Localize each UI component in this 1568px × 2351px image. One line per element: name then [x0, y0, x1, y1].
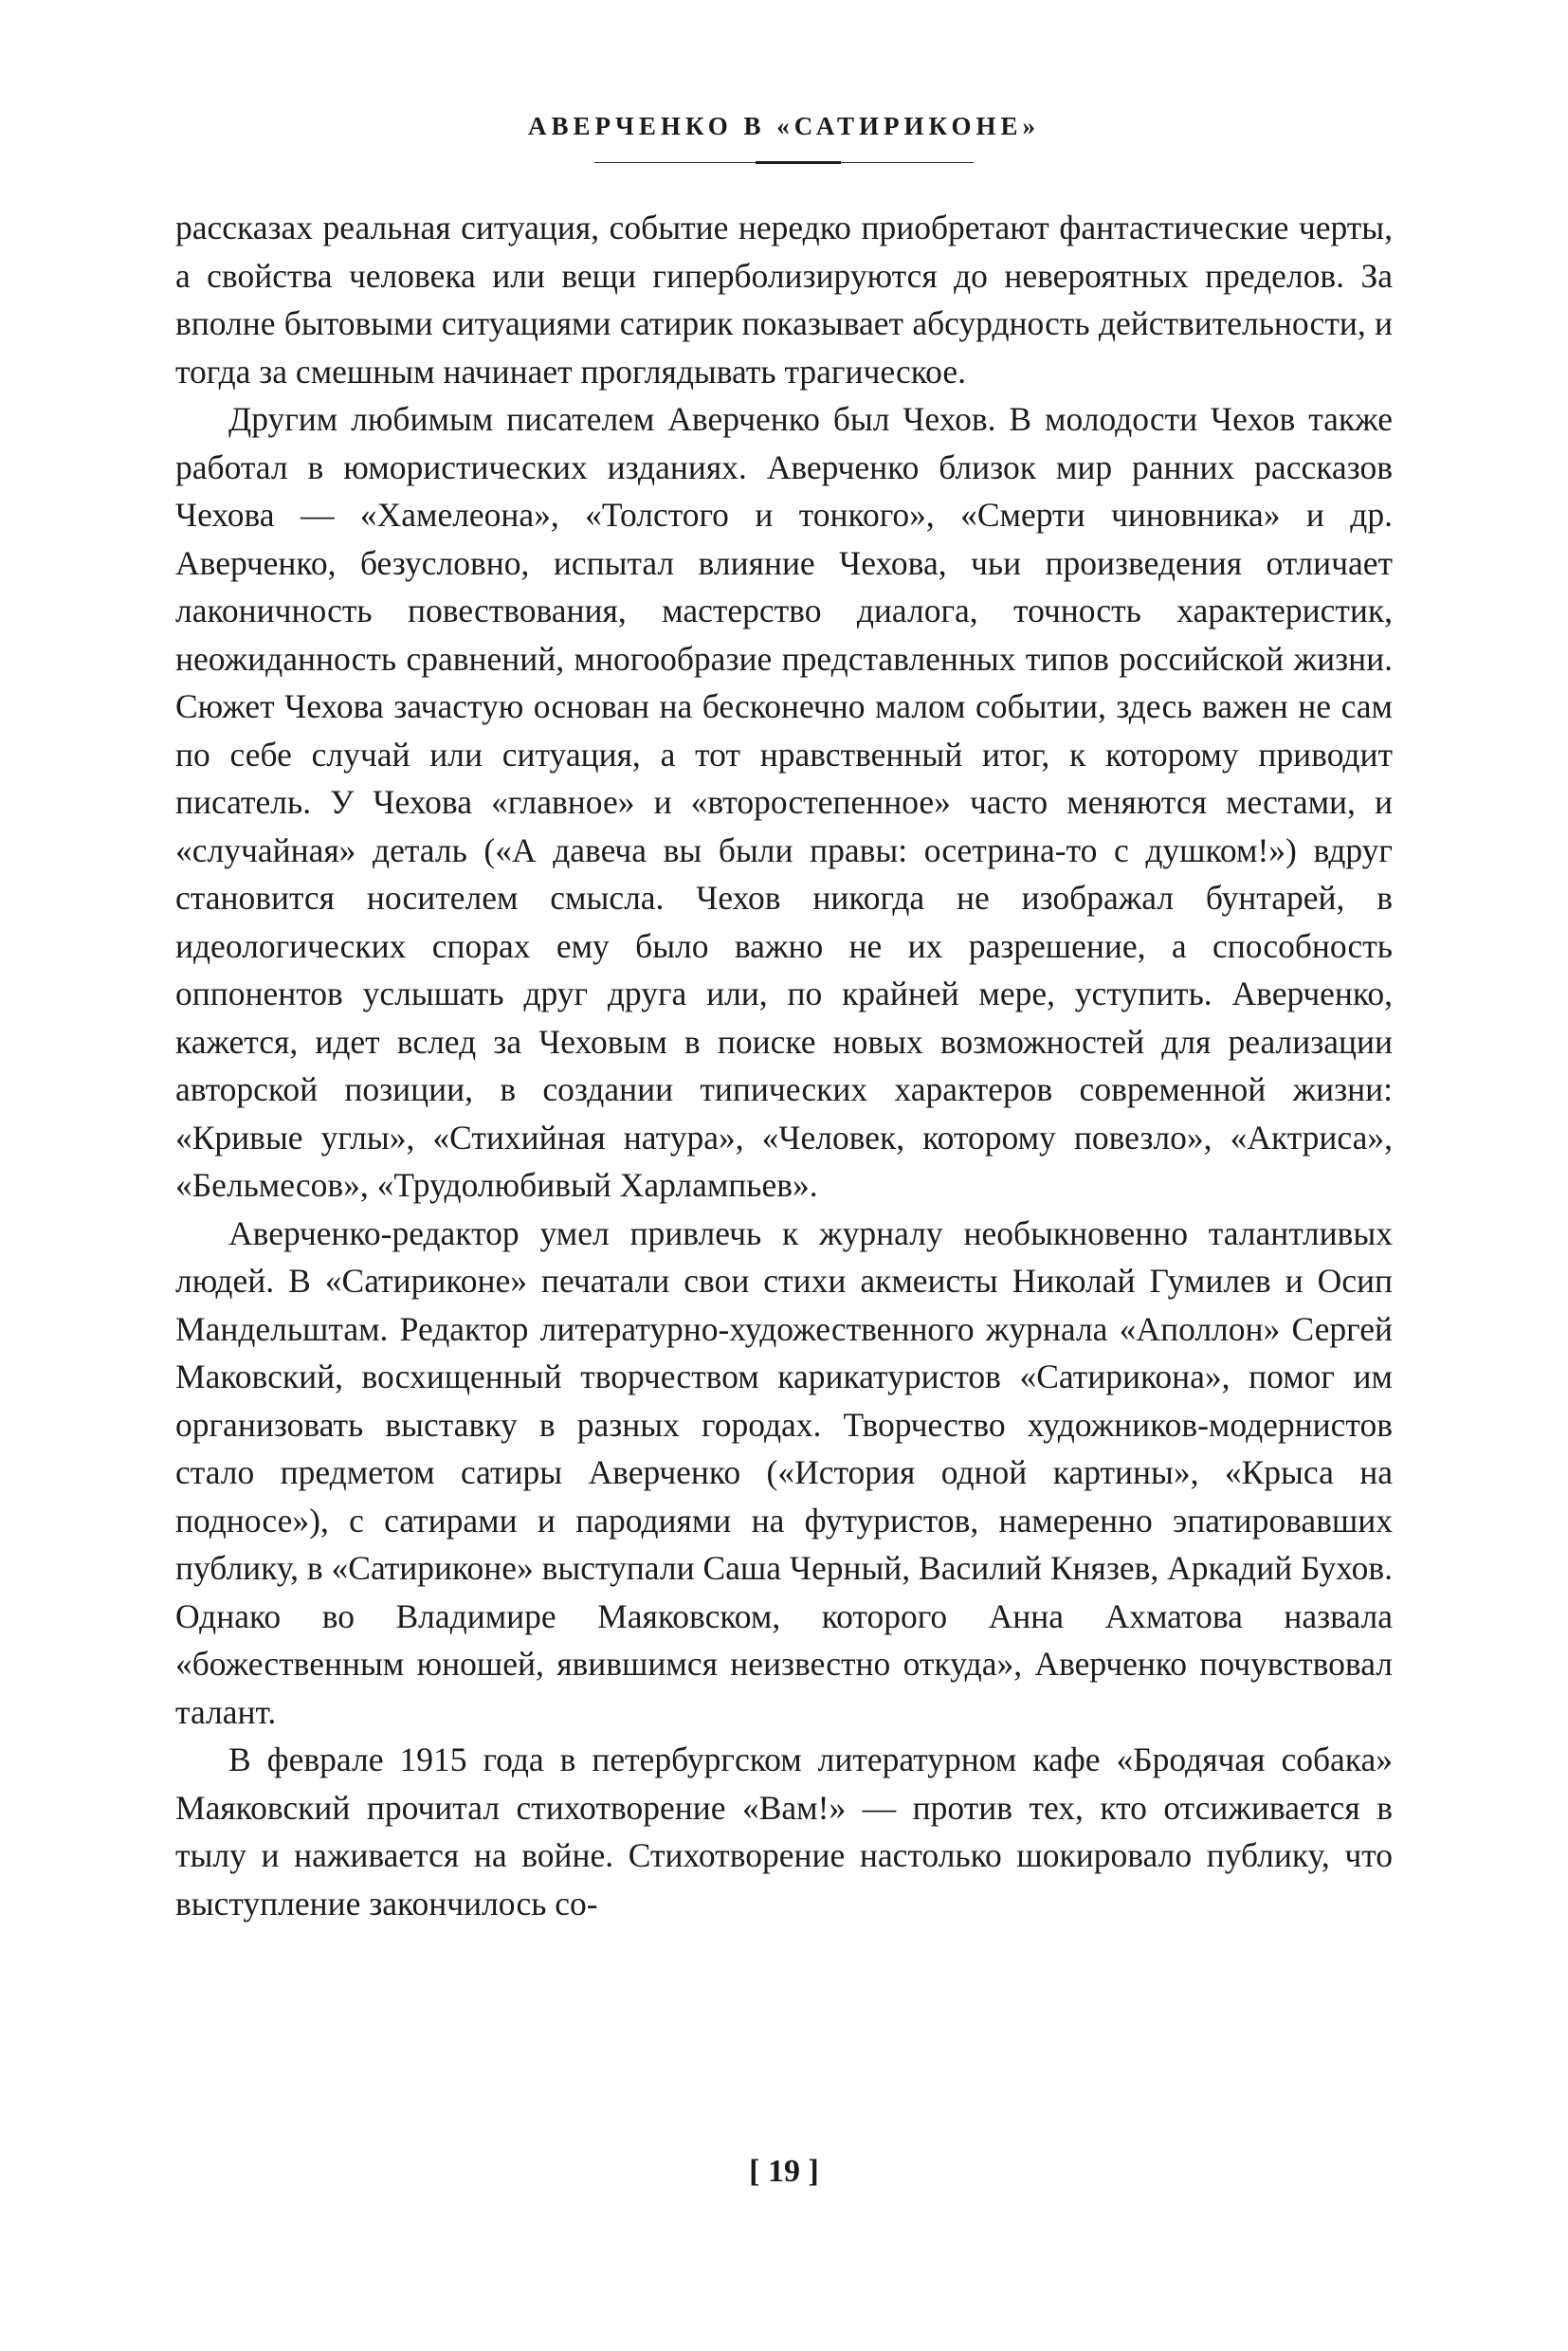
- running-title: АВЕРЧЕНКО В «САТИРИКОНЕ»: [528, 112, 1040, 140]
- body-text: [175, 204, 1393, 1927]
- header-rule: [594, 161, 974, 164]
- paragraph-mayakovsky: В феврале 1915 года в петербургском литературном кафе «Бродячая собака» Маяковский прочитал стихотворение «Вам!» — против тех, кто отсиживается в тылу и наживается на войне. Стихотворение настолько шокировало публику, что выступление закончилось со-: [175, 1740, 1393, 1923]
- running-head: [0, 112, 1568, 141]
- paragraph-editor: Аверченко-редактор умел привлечь к журналу необыкновенно талантливых людей. В «Сатириконе» печатали свои стихи акмеисты Николай Гумилев и Осип Мандельштам. Редактор литературно-художественного журнала «Аполлон» Сергей Маковский, восхищенный творчеством карикатуристов «Сатирикона», помог им организовать выставку в разных городах. Творчество художников-модернистов стало предметом сатиры Аверченко («История одной картины», «Крыса на подносе»), с сатирами и пародиями на футуристов, намеренно эпатировавших публику, в «Сатириконе» выступали Саша Черный, Василий Князев, Аркадий Бухов. Однако во Владимире Маяковском, которого Анна Ахматова назвала «божественным юношей, явившимся неизвестно откуда», Аверченко почувствовал талант.: [175, 1213, 1393, 1731]
- paragraph-chekhov: Другим любимым писателем Аверченко был Чехов. В молодости Чехов также работал в юмористических изданиях. Аверченко близок мир ранних рассказов Чехова — «Хамелеона», «Толстого и тонкого», «Смерти чиновника» и др. Аверченко, безусловно, испытал влияние Чехова, чьи произведения отличает лаконичность повествования, мастерство диалога, точность характеристик, неожиданность сравнений, многообразие представленных типов российской жизни. Сюжет Чехова зачастую основан на бесконечно малом событии, здесь важен не сам по себе случай или ситуация, а тот нравственный итог, к которому приводит писатель. У Чехова «главное» и «второстепенное» часто меняются местами, и «случайная» деталь («А давеча вы были правы: осетрина-то с душком!») вдруг становится носителем смысла. Чехов никогда не изображал бунтарей, в идеологических спорах ему было важно не их разрешение, а способность оппонентов услышать друг друга или, по крайней мере, уступить. Аверченко, кажется, идет вслед за Чеховым в поиске новых возможностей для реализации авторской позиции, в создании типических характеров современной жизни: «Кривые углы», «Стихийная натура», «Человек, которому повезло», «Актриса», «Бельмесов», «Трудолюбивый Харлампьев».: [175, 400, 1393, 1204]
- header-rule-line: [594, 161, 974, 164]
- paragraph-continuation: рассказах реальная ситуация, событие нередко приобретают фантастические черты, а свойства человека или вещи гиперболизируются до невероятных пределов. За вполне бытовыми ситуациями сатирик показывает абсурдность действительности, и тогда за смешным начинает проглядывать трагическое.: [175, 209, 1393, 391]
- page-number: [ 19 ]: [749, 2154, 819, 2189]
